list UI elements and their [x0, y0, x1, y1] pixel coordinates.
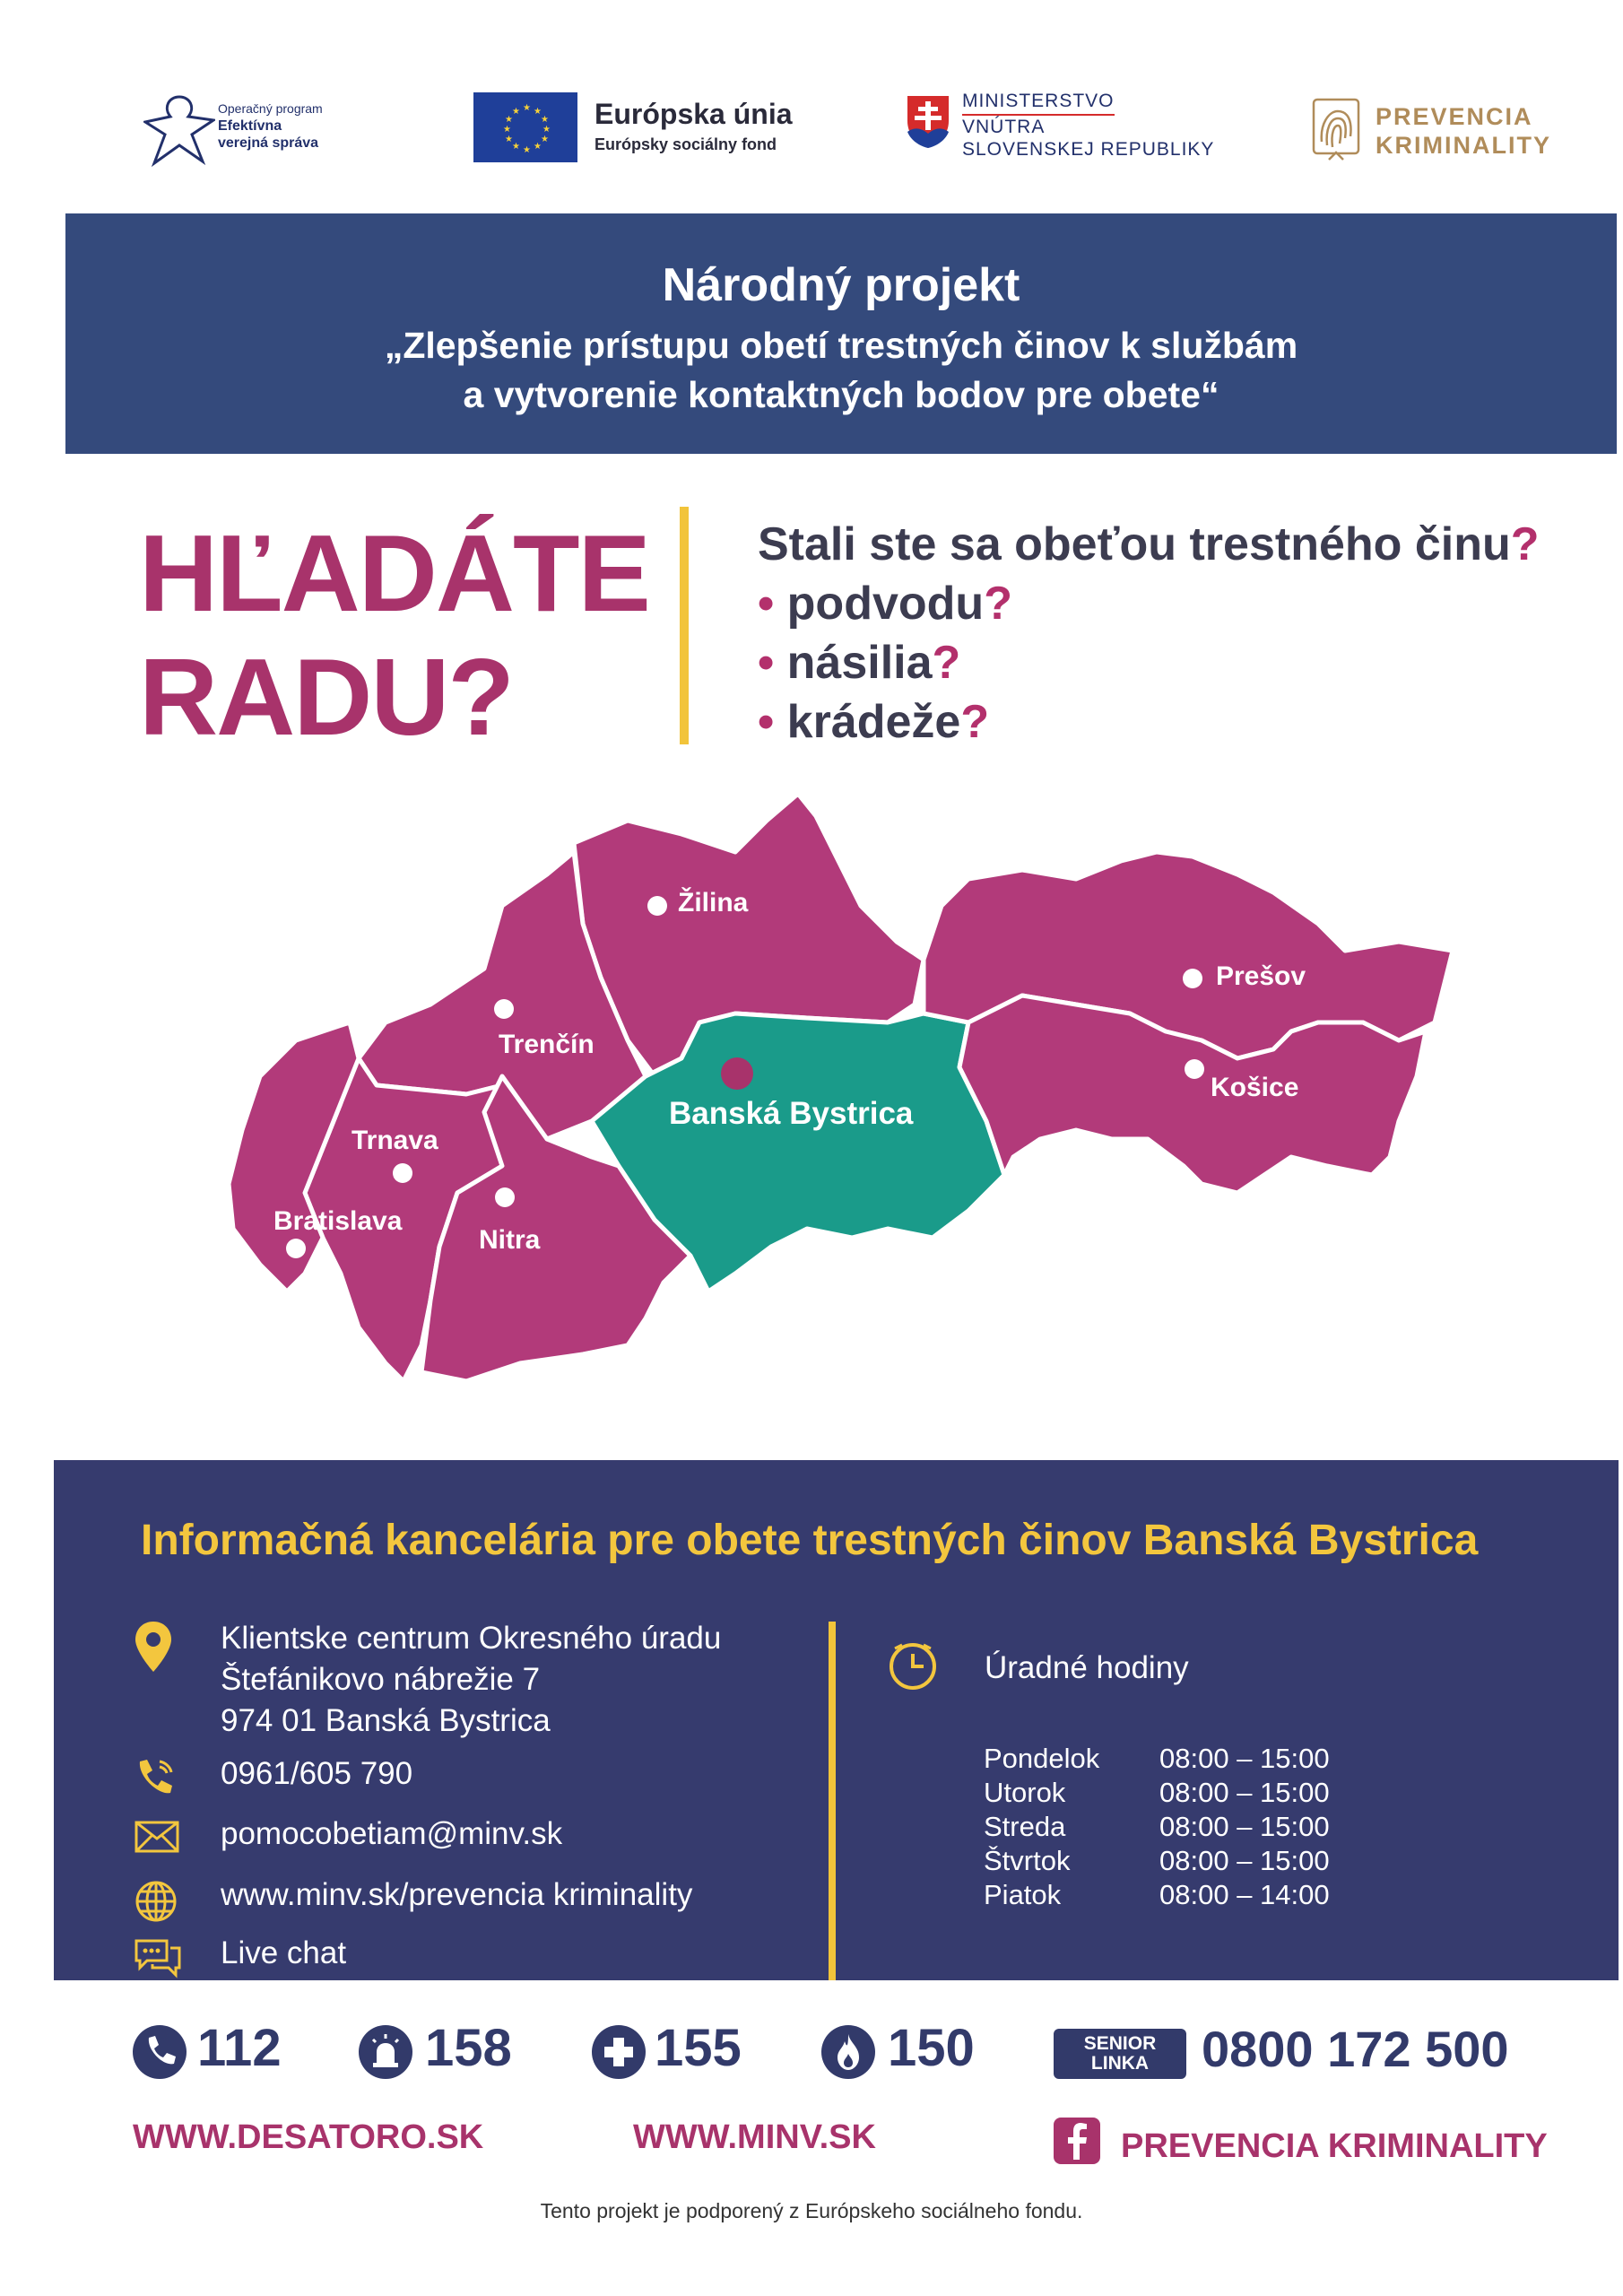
emergency-158[interactable]: 158: [425, 2019, 512, 2077]
svg-text:★: ★: [541, 115, 549, 125]
dot-banska-bystrica: [721, 1057, 753, 1090]
dot-zilina: [647, 896, 667, 916]
svg-text:★: ★: [523, 145, 531, 155]
hours-time: 08:00 – 15:00: [1159, 1811, 1330, 1842]
hours-day: Pondelok: [984, 1743, 1100, 1774]
link-desatoro[interactable]: WWW.DESATORO.SK: [133, 2118, 484, 2156]
hours-table: [984, 1742, 1432, 1912]
address-line2: Štefánikovo nábrežie 7: [221, 1662, 541, 1697]
op-line2: Efektívna: [218, 118, 282, 134]
ministry-line3: SLOVENSKEJ REPUBLIKY: [962, 139, 1215, 160]
question-item-3: • krádeže?: [758, 696, 990, 748]
email-link[interactable]: pomocobetiam@minv.sk: [221, 1816, 563, 1851]
dot-nitra: [495, 1187, 515, 1207]
svg-text:★: ★: [534, 142, 542, 152]
headline-line2: RADU?: [139, 636, 513, 758]
svg-text:★: ★: [512, 142, 520, 152]
hours-time: 08:00 – 15:00: [1159, 1845, 1330, 1876]
hours-row: [984, 1810, 1432, 1844]
headline-line1: HĽADÁTE: [139, 512, 649, 634]
op-line1: Operačný program: [218, 101, 323, 116]
project-banner: [65, 213, 1617, 454]
medical-cross-icon: [590, 2023, 647, 2081]
dot-presov: [1183, 969, 1202, 988]
hours-day: Piatok: [984, 1879, 1062, 1910]
svg-text:★: ★: [534, 107, 542, 117]
eu-flag-icon: [473, 92, 577, 162]
hours-title: Úradné hodiny: [985, 1650, 1189, 1685]
ministry-line1: MINISTERSTVO: [962, 90, 1115, 116]
svg-text:★: ★: [505, 135, 513, 144]
question-mark: ?: [1510, 518, 1540, 570]
dot-bratislava: [286, 1239, 306, 1258]
map-label-presov: Prešov: [1216, 961, 1306, 991]
map-label-zilina: Žilina: [678, 888, 749, 918]
map-label-kosice: Košice: [1211, 1073, 1299, 1102]
map-label-trencin: Trenčín: [499, 1030, 595, 1059]
banner-title: Národný projekt: [662, 259, 1020, 311]
op-line3: verejná správa: [218, 135, 319, 151]
hours-row: [984, 1742, 1432, 1776]
hours-time: 08:00 – 14:00: [1159, 1879, 1330, 1910]
question-main: Stali ste sa obeťou trestného činu?: [758, 518, 1540, 570]
hours-time: 08:00 – 15:00: [1159, 1777, 1330, 1808]
hours-time: 08:00 – 15:00: [1159, 1743, 1330, 1774]
eu-subtitle: Európsky sociálny fond: [595, 135, 777, 153]
envelope-icon: [135, 1821, 179, 1853]
footer-note: Tento projekt je podporený z Európskeho sociálneho fondu.: [540, 2199, 1083, 2222]
hours-row: [984, 1878, 1432, 1912]
address-block: [221, 1618, 803, 1742]
banner-line2: a vytvorenie kontaktných bodov pre obete“: [463, 374, 1219, 415]
map-label-bratislava: Bratislava: [273, 1206, 403, 1236]
headline-divider: [680, 507, 689, 744]
address-line3: 974 01 Banská Bystrica: [221, 1703, 551, 1738]
phone-number[interactable]: 0961/605 790: [221, 1756, 413, 1791]
svg-text:★: ★: [542, 125, 551, 135]
eu-logo: [473, 92, 814, 164]
hours-day: Utorok: [984, 1777, 1066, 1808]
map-label-banska-bystrica: Banská Bystrica: [669, 1096, 914, 1131]
fingerprint-icon: [1311, 97, 1361, 167]
hours-day: Štvrtok: [984, 1845, 1071, 1876]
emergency-phone-icon: [131, 2023, 188, 2081]
coat-of-arms-icon: [906, 94, 950, 150]
op-logo: [143, 90, 377, 170]
dot-kosice: [1185, 1059, 1204, 1079]
senior-label1: SENIOR: [1083, 2033, 1157, 2054]
ministry-logo: [906, 90, 1215, 170]
hours-row: [984, 1844, 1432, 1878]
hours-row: [984, 1776, 1432, 1810]
star-person-icon: [143, 90, 215, 170]
prevencia-line1: PREVENCIA: [1376, 103, 1533, 130]
question-block: [758, 515, 1565, 752]
hours-day: Streda: [984, 1811, 1066, 1842]
senior-line-number[interactable]: 0800 172 500: [1202, 2021, 1509, 2077]
emergency-112[interactable]: 112: [197, 2019, 282, 2077]
info-title: Informačná kancelária pre obete trestných činov Banská Bystrica: [141, 1517, 1479, 1564]
svg-text:★: ★: [505, 115, 513, 125]
facebook-icon[interactable]: [1053, 2117, 1101, 2165]
chat-icon: [133, 1935, 183, 1979]
info-divider: [829, 1622, 836, 1980]
link-minv[interactable]: WWW.MINV.SK: [633, 2118, 876, 2156]
ministry-line2: VNÚTRA: [962, 117, 1046, 137]
map-label-trnava: Trnava: [352, 1126, 438, 1155]
svg-text:★: ★: [512, 107, 520, 117]
headline: [139, 511, 649, 759]
web-link[interactable]: www.minv.sk/prevencia kriminality: [221, 1877, 693, 1912]
question-item-1: • podvodu?: [758, 578, 1012, 630]
banner-line1: „Zlepšenie prístupu obetí trestných činov k službám: [384, 325, 1298, 366]
link-facebook-prevencia[interactable]: PREVENCIA KRIMINALITY: [1121, 2127, 1548, 2165]
svg-text:★: ★: [523, 103, 531, 113]
clock-icon: [888, 1641, 938, 1692]
address-line1: Klientske centrum Okresného úradu: [221, 1621, 722, 1656]
location-pin-icon: [133, 1620, 174, 1674]
svg-text:★: ★: [541, 135, 549, 144]
live-chat-link[interactable]: Live chat: [221, 1935, 347, 1970]
senior-line-badge: [1054, 2029, 1186, 2079]
prevencia-logo: [1311, 97, 1580, 169]
map-label-nitra: Nitra: [479, 1225, 541, 1255]
phone-icon: [133, 1756, 178, 1797]
emergency-150[interactable]: 150: [888, 2019, 975, 2077]
emergency-155[interactable]: 155: [655, 2019, 742, 2077]
question-item-2: • násilia?: [758, 637, 961, 689]
dot-trencin: [494, 999, 514, 1019]
police-siren-icon: [357, 2023, 414, 2081]
eu-title: Európska únia: [595, 98, 793, 130]
prevencia-line2: KRIMINALITY: [1376, 132, 1551, 159]
dot-trnava: [393, 1163, 412, 1183]
globe-icon: [135, 1880, 178, 1923]
senior-label2: LINKA: [1090, 2053, 1150, 2074]
fire-icon: [820, 2023, 877, 2081]
svg-text:★: ★: [503, 125, 511, 135]
